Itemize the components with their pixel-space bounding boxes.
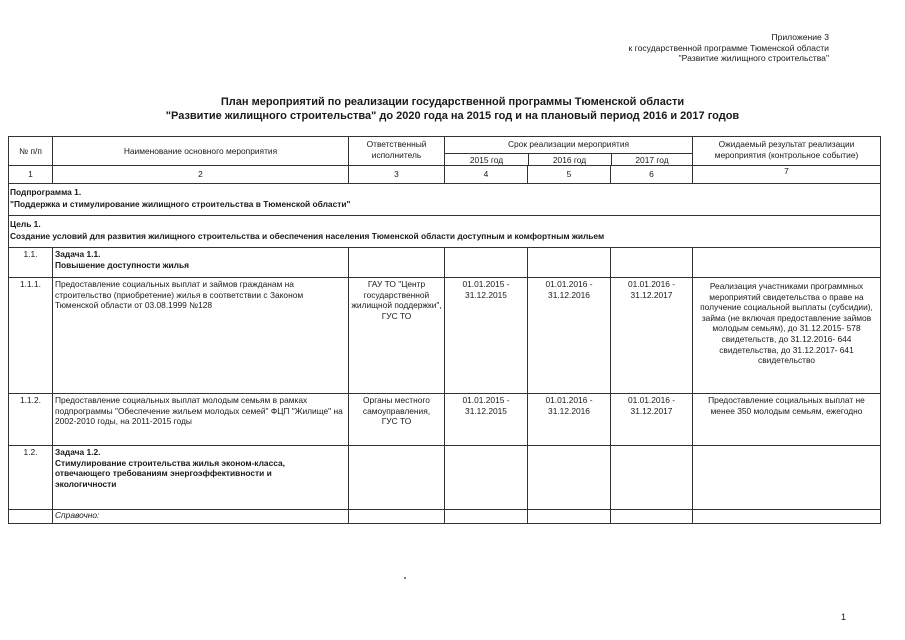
item-112-name: Предоставление социальных выплат молодым семьям в рамках подпрограммы "Обеспечение жильем молодых семей" ФЦП "Жилище" на 2002-2010 годы, на 2011-2015 годы xyxy=(53,394,349,445)
task-num: 1.1. xyxy=(9,248,53,277)
task-text: Повышение доступности жилья xyxy=(55,259,190,270)
item-111-period-2017: 01.01.2016 - 31.12.2017 xyxy=(611,278,693,393)
item-112-period-2015: 01.01.2015 - 31.12.2015 xyxy=(445,394,528,445)
item-112-result: Предоставление социальных выплат не менее 350 молодым семьям, ежегодно xyxy=(708,395,865,416)
header-executor: Ответственный исполнитель xyxy=(349,137,445,165)
colnum-3: 3 xyxy=(349,166,445,183)
document-title xyxy=(0,96,905,123)
header-num: № п/п xyxy=(9,137,53,165)
goal-row xyxy=(8,216,881,248)
colnum-4: 4 xyxy=(445,166,528,183)
annex-line-2: к государственной программе Тюменской области xyxy=(628,42,829,53)
task-row xyxy=(8,446,881,510)
item-112-period-2017: 01.01.2016 - 31.12.2017 xyxy=(611,394,693,445)
item-112-num: 1.1.2. xyxy=(9,394,53,445)
subprogram-row xyxy=(8,184,881,216)
table-row xyxy=(8,278,881,394)
reference-row xyxy=(8,510,881,524)
annex-line-3: "Развитие жилищного строительства" xyxy=(678,53,829,63)
scan-speck xyxy=(404,577,406,579)
item-112-period-2016: 01.01.2016 - 31.12.2016 xyxy=(528,394,611,445)
colnum-7: 7 xyxy=(784,166,789,176)
goal-title: Создание условий для развития жилищного строительства и обеспечения населения Тюменской области доступным и комфортным жильем xyxy=(10,231,605,241)
title-line-2: "Развитие жилищного строительства" до 2020 года на 2015 год и на плановый период 2016 и 2017 годов xyxy=(165,109,740,122)
header-2016: 2016 год xyxy=(528,154,612,165)
task-label: Задача 1.1. xyxy=(55,249,101,259)
reference-label: Справочно: xyxy=(53,510,349,523)
header-2015: 2015 год xyxy=(445,154,529,165)
header-term-group xyxy=(445,137,693,165)
task-2-cell xyxy=(53,446,349,509)
plan-table xyxy=(8,136,881,524)
item-111-num: 1.1.1. xyxy=(9,278,53,393)
task-2-num: 1.2. xyxy=(9,446,53,509)
goal-label: Цель 1. xyxy=(10,219,41,229)
colnum-1: 1 xyxy=(9,166,53,183)
item-112-executor: Органы местного самоуправления, ГУС ТО xyxy=(349,394,445,445)
task-row xyxy=(8,248,881,278)
colnum-5: 5 xyxy=(528,166,611,183)
header-2017: 2017 год xyxy=(635,155,669,165)
header-name: Наименование основного мероприятия xyxy=(53,137,349,165)
table-row xyxy=(8,394,881,446)
task-2-text: Стимулирование строительства жилья эконом-класса, отвечающего требованиям энергоэффективности и экологичности xyxy=(55,457,285,489)
colnum-2: 2 xyxy=(53,166,349,183)
title-line-1: План мероприятий по реализации государственной программы Тюменской области xyxy=(220,96,685,108)
item-111-result: Реализация участниками программных мероприятий свидетельства о праве на получение социальной выплаты (субсидии), займа (не включая предоставление займов молодым семьям), до 31.12.2015- 578 свидетельств, до 31.12.2016- 644 свидетельства, до 31.12.2017- 641 свидетельство xyxy=(700,281,873,366)
item-111-period-2015: 01.01.2015 - 31.12.2015 xyxy=(445,278,528,393)
annex-line-1: Приложение 3 xyxy=(771,32,829,42)
annex-caption xyxy=(628,32,829,64)
page-number: 1 xyxy=(840,612,846,622)
item-111-period-2016: 01.01.2016 - 31.12.2016 xyxy=(528,278,611,393)
task-2-label: Задача 1.2. xyxy=(55,447,101,457)
subprogram-title: "Поддержка и стимулирование жилищного строительства в Тюменской области" xyxy=(10,199,351,209)
column-numbers-row xyxy=(8,166,881,184)
header-result: Ожидаемый результат реализации мероприятия (контрольное событие) xyxy=(714,139,859,160)
item-111-name: Предоставление социальных выплат и займов гражданам на строительство (приобретение) жилья в соответствии с Законом Тюменской области от 03.08.1999 №128 xyxy=(53,278,349,393)
table-header-row xyxy=(8,136,881,166)
subprogram-label: Подпрограмма 1. xyxy=(10,187,82,197)
header-term: Срок реализации мероприятия xyxy=(507,139,630,149)
item-111-executor: ГАУ ТО "Центр государственной жилищной поддержки", ГУС ТО xyxy=(349,278,445,393)
task-cell xyxy=(53,248,349,277)
colnum-6: 6 xyxy=(611,166,693,183)
